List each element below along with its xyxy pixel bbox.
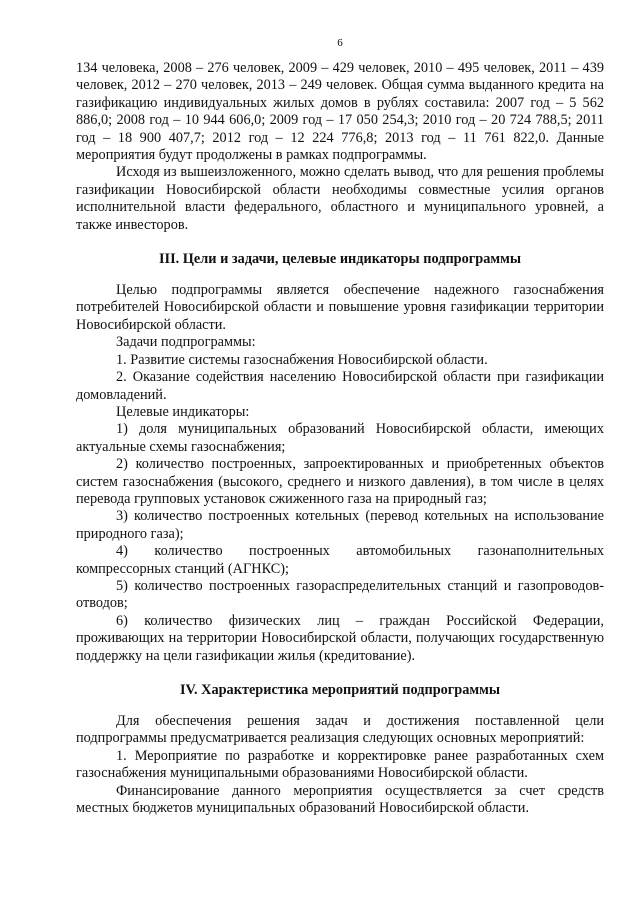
section-4-title: IV. Характеристика мероприятий подпрограммы (179, 682, 501, 698)
indicator-item: 2) количество построенных, запроектированных и приобретенных объектов систем газоснабжения (высокого, среднего и низкого давления), в том числе в целях перевода групповых установок сжиженного газа на природный газ; (76, 456, 604, 507)
indicator-item: 1) доля муниципальных образований Новосибирской области, имеющих актуальные схемы газоснабжения; (76, 421, 604, 455)
task-item: 2. Оказание содействия населению Новосибирской области при газификации домовладений. (76, 369, 604, 403)
section-3-goal: Целью подпрограммы является обеспечение надежного газоснабжения потребителей Новосибирской области и повышение уровня газификации территории Новосибирской области. (76, 282, 604, 333)
section-4-paragraph: Финансирование данного мероприятия осуществляется за счет средств местных бюджетов муниципальных образований Новосибирской области. (76, 782, 604, 817)
indicator-item: 3) количество построенных котельных (перевод котельных на использование природного газа); (76, 508, 604, 542)
indicator-item: 5) количество построенных газораспределительных станций и газопроводов-отводов; (76, 577, 604, 612)
intro-paragraph-1: 134 человека, 2008 – 276 человек, 2009 – 429 человек, 2010 – 495 человек, 2011 – 439 человек, 2012 – 270 человек, 2013 – 249 человек. Общая сумма выданного кредита на газификацию индивидуальных жилых домов в рублях составила: 2007 год – 5 562 886,0; 2008 год – 10 944 606,0; 2009 год – 17 050 254,3; 2010 год – 20 724 788,5; 2011 год – 18 900 407,7; 2012 год – 12 224 776,8; 2013 год – 11 761 822,0. Данные мероприятия будут продолжены в рамках подпрограммы. (76, 60, 604, 164)
section-3-title: III. Цели и задачи, целевые индикаторы подпрограммы (158, 251, 522, 268)
section-4-paragraph: 1. Мероприятие по разработке и корректировке ранее разработанных схем газоснабжения муниципальными образованиями Новосибирской области. (76, 747, 604, 782)
indicator-item: 6) количество физических лиц – граждан Российской Федерации, проживающих на территории Новосибирской области, получающих государственную поддержку на цели газификации жилья (кредитование). (76, 612, 604, 664)
indicator-item: 4) количество построенных автомобильных газонаполнительных компрессорных станций (АГНКС); (76, 543, 604, 577)
intro-paragraph-2: Исходя из вышеизложенного, можно сделать вывод, что для решения проблемы газификации Новосибирской области необходимы совместные усилия органов исполнительной власти федерального, областного и муниципального уровней, а также инвесторов. (76, 164, 604, 233)
tasks-heading: Задачи подпрограммы: (116, 334, 256, 351)
page-number: 6 (337, 37, 343, 49)
section-4-paragraph: Для обеспечения решения задач и достижения поставленной цели подпрограммы предусматривается реализация следующих основных мероприятий: (76, 713, 604, 747)
task-item: 1. Развитие системы газоснабжения Новосибирской области. (116, 351, 488, 368)
indicators-heading: Целевые индикаторы: (116, 403, 250, 420)
